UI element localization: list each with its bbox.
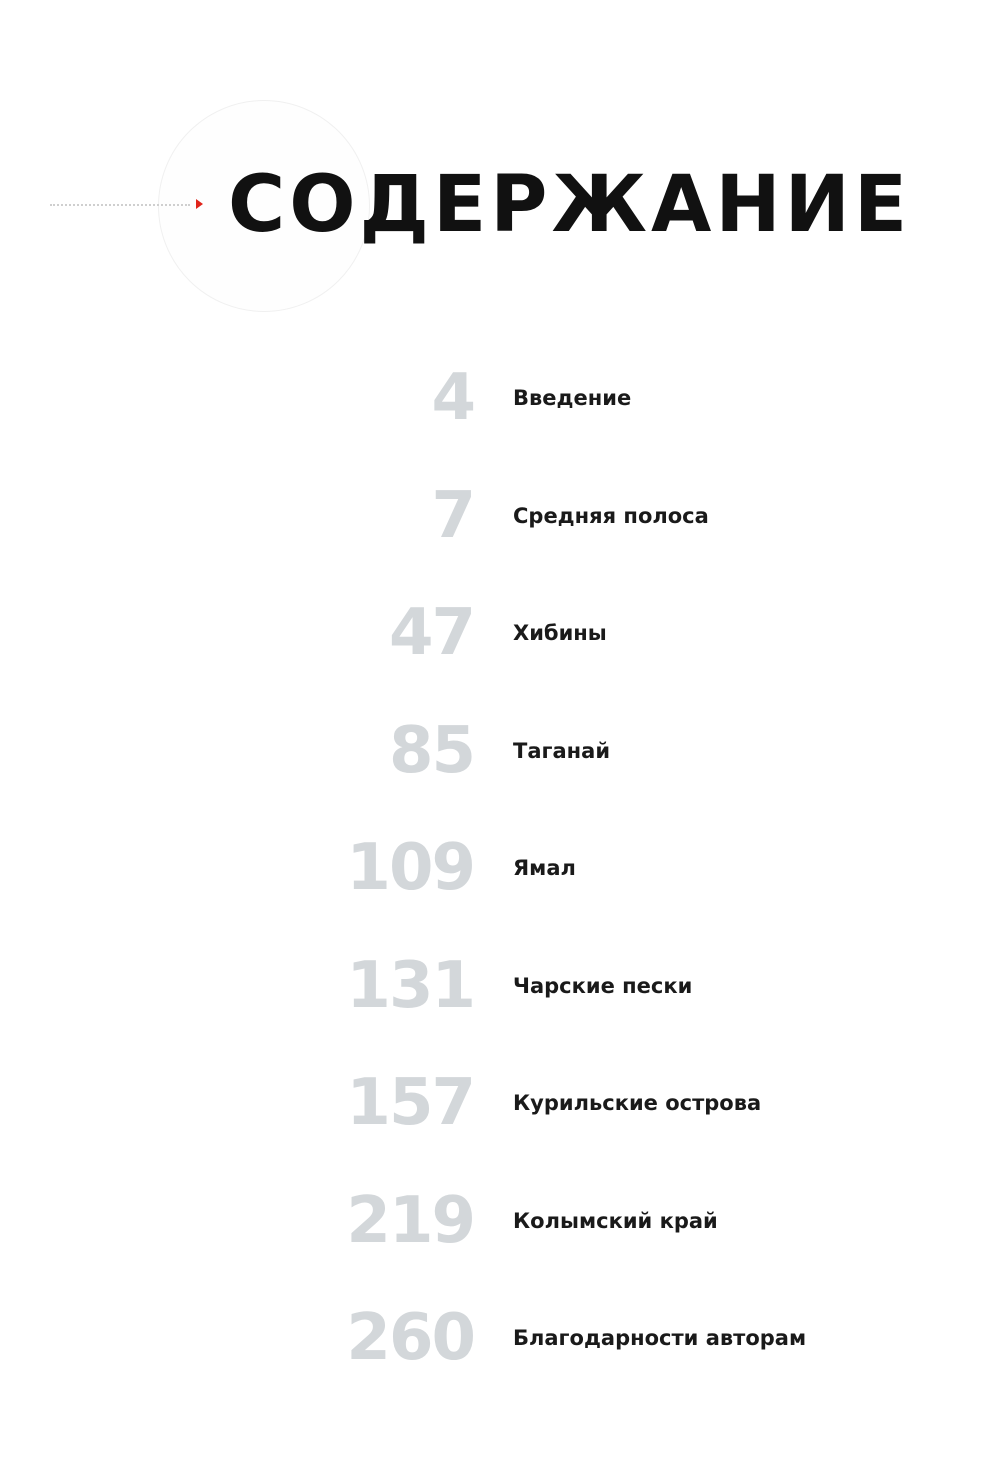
toc-entry-title: Курильские острова bbox=[513, 1091, 762, 1115]
toc-entry[interactable] bbox=[0, 575, 1000, 693]
dotted-leader-line bbox=[50, 204, 190, 206]
page-title: СОДЕРЖАНИЕ bbox=[228, 160, 912, 250]
toc-page-number: 109 bbox=[346, 831, 474, 905]
table-of-contents bbox=[0, 340, 1000, 1398]
toc-page-number: 7 bbox=[431, 478, 474, 553]
toc-page-number: 4 bbox=[431, 361, 474, 435]
triangle-marker-icon bbox=[196, 199, 203, 209]
toc-page-number: 219 bbox=[346, 1183, 474, 1258]
toc-entry-title: Ямал bbox=[513, 856, 576, 880]
toc-entry-title: Чарские пески bbox=[513, 973, 693, 998]
toc-page-number: 47 bbox=[388, 596, 474, 670]
toc-entry[interactable] bbox=[0, 458, 1000, 576]
toc-entry-title: Средняя полоса bbox=[513, 503, 709, 528]
toc-entry[interactable] bbox=[0, 1045, 1000, 1163]
toc-page-number: 157 bbox=[346, 1066, 474, 1140]
toc-entry[interactable] bbox=[0, 928, 1000, 1046]
toc-entry-title: Хибины bbox=[513, 621, 607, 645]
toc-entry-title: Таганай bbox=[513, 738, 611, 763]
toc-page-number: 85 bbox=[388, 713, 474, 788]
toc-page-number: 260 bbox=[346, 1301, 474, 1375]
toc-entry-title: Благодарности авторам bbox=[513, 1326, 807, 1350]
toc-page-number: 131 bbox=[346, 948, 474, 1023]
toc-entry-title: Введение bbox=[513, 386, 632, 410]
toc-entry[interactable] bbox=[0, 693, 1000, 811]
toc-entry[interactable] bbox=[0, 810, 1000, 928]
toc-entry[interactable] bbox=[0, 1163, 1000, 1281]
toc-entry[interactable] bbox=[0, 1280, 1000, 1398]
toc-entry-title: Колымский край bbox=[513, 1208, 718, 1233]
toc-entry[interactable] bbox=[0, 340, 1000, 458]
